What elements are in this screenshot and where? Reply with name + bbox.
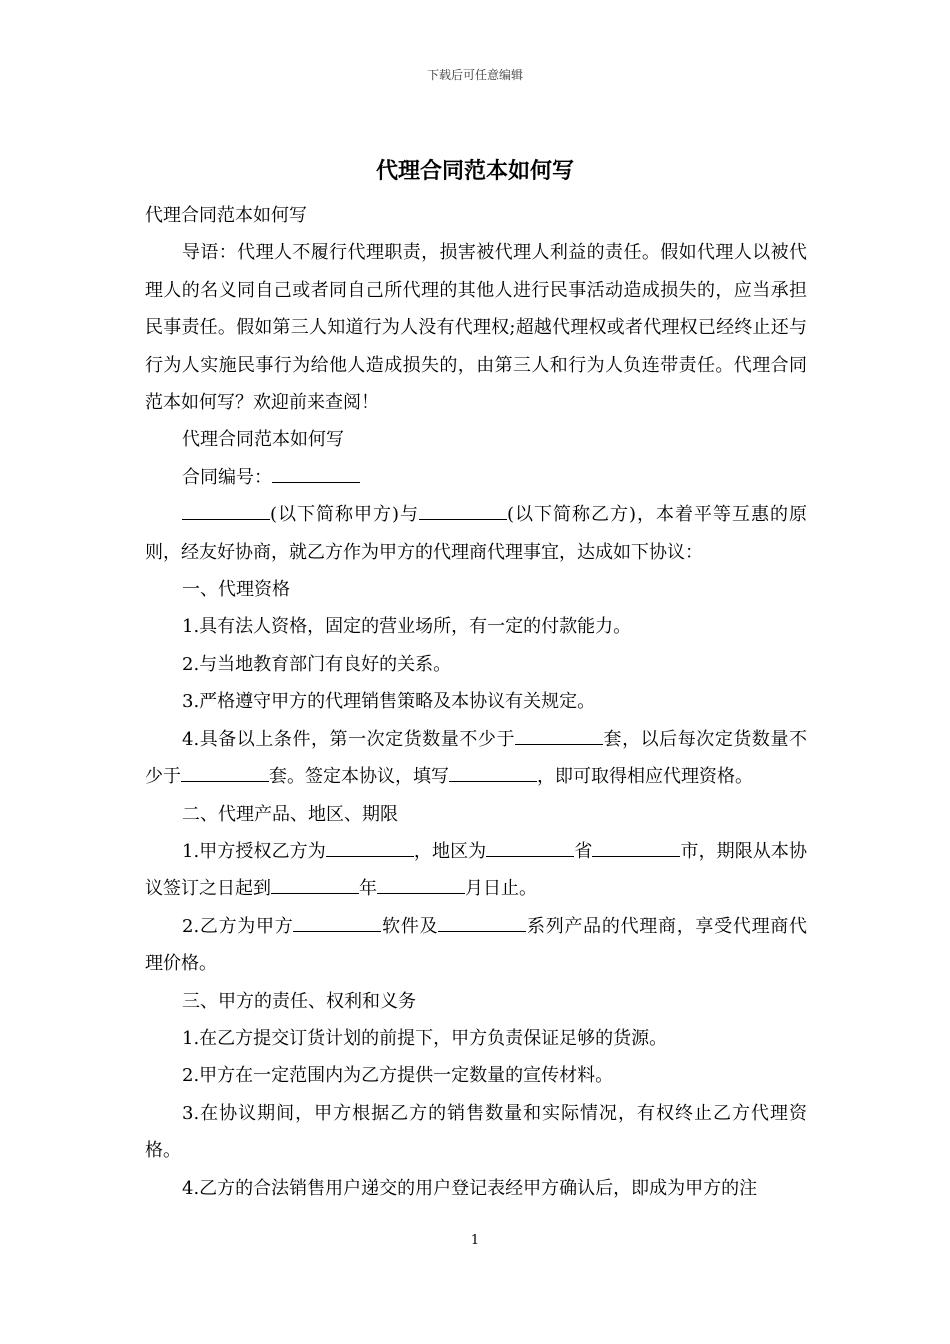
section-3-item-4: 4.乙方的合法销售用户递交的用户登记表经甲方确认后，即成为甲方的注	[182, 1177, 758, 1199]
contract-number-label: 合同编号：	[182, 466, 272, 488]
section-1-item-2: 2.与当地教育部门有良好的关系。	[182, 653, 452, 675]
text-segment: ，即可取得相应代理资格。	[537, 766, 753, 788]
blank-field	[592, 840, 680, 857]
text-segment: 市，期限从本协议签订之日起到	[145, 840, 808, 900]
parties-text-2: (以下简称乙方)，本着平等互惠的原则，经友好协商，就乙方作为甲方的代理商代理事宜，达成如下协议：	[145, 504, 807, 563]
text-segment: 套，以后每次定货数量不少于	[145, 728, 807, 788]
section-1-item-4	[145, 721, 807, 796]
section-1-item-3: 3.严格遵守甲方的代理销售策略及本协议有关规定。	[182, 691, 596, 713]
blank-field	[181, 765, 269, 782]
parties-text-1: (以下简称甲方)与	[270, 504, 420, 526]
text-segment: 4.具备以上条件，第一次定货数量不少于	[182, 728, 515, 750]
text-segment: 年	[359, 878, 377, 900]
text-segment: 套。签定本协议，填写	[269, 766, 449, 788]
contract-heading: 代理合同范本如何写	[182, 429, 344, 451]
text-segment: 1.甲方授权乙方为	[182, 840, 326, 862]
blank-field	[438, 915, 526, 932]
section-1-title: 一、代理资格	[182, 579, 290, 601]
document-body	[145, 197, 807, 1207]
section-2-item-1	[145, 833, 807, 908]
blank-field	[515, 728, 603, 745]
blank-field	[293, 915, 381, 932]
section-3-title: 三、甲方的责任、权利和义务	[182, 990, 416, 1012]
blank-field	[486, 840, 574, 857]
document-title: 代理合同范本如何写	[375, 158, 574, 184]
section-3-item-1: 1.在乙方提交订货计划的前提下，甲方负责保证足够的货源。	[182, 1027, 668, 1049]
text-segment: 系列产品的代理商，享受代理商代理价格。	[145, 915, 807, 975]
party-a-blank	[182, 503, 270, 520]
intro-paragraph: 导语：代理人不履行代理职责，损害被代理人利益的责任。假如代理人以被代理人的名义同自己或者同自己所代理的其他人进行民事活动造成损失的，应当承担民事责任。假如第三人知道行为人没有代理权;超越代理权或者代理权已经终止还与行为人实施民事行为给他人造成损失的，由第三人和行为人负连带责任。代理合同范本如何写？欢迎前来查阅！	[145, 242, 807, 414]
header-note: 下载后可任意编辑	[426, 68, 523, 82]
contract-number-line	[145, 459, 807, 496]
section-3-item-3: 3.在协议期间，甲方根据乙方的销售数量和实际情况，有权终止乙方代理资格。	[145, 1102, 807, 1162]
section-3-item-2: 2.甲方在一定范围内为乙方提供一定数量的宣传材料。	[182, 1065, 614, 1087]
subtitle: 代理合同范本如何写	[145, 205, 307, 226]
text-segment: 2.乙方为甲方	[182, 915, 294, 937]
text-segment: ，地区为	[413, 840, 487, 862]
page-number: 1	[470, 1233, 480, 1248]
section-2-title: 二、代理产品、地区、期限	[182, 803, 398, 825]
contract-number-blank	[272, 466, 360, 483]
blank-field	[326, 840, 414, 857]
party-b-blank	[419, 503, 507, 520]
blank-field	[271, 877, 359, 894]
section-2-item-2	[145, 908, 807, 983]
text-segment: 月日止。	[465, 878, 537, 900]
section-1-item-1: 1.具有法人资格，固定的营业场所，有一定的付款能力。	[182, 616, 632, 638]
parties-paragraph	[145, 496, 807, 571]
text-segment: 省	[574, 840, 593, 862]
blank-field	[377, 877, 465, 894]
text-segment: 软件及	[381, 915, 439, 937]
blank-field	[449, 765, 537, 782]
